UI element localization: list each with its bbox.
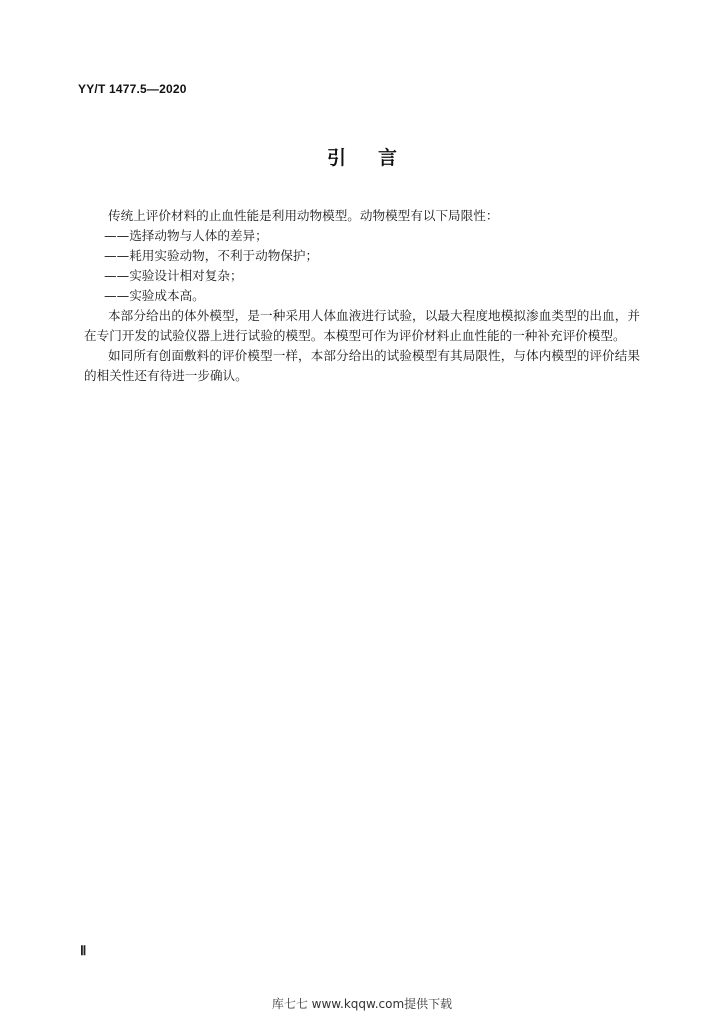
list-item: ——实验成本高。 <box>104 288 205 303</box>
list-item: ——耗用实验动物，不利于动物保护； <box>104 248 319 263</box>
list-item: ——实验设计相对复杂； <box>104 268 243 283</box>
document-body <box>84 206 640 386</box>
list-item: ——选择动物与人体的差异； <box>104 228 268 243</box>
page-number: Ⅱ <box>80 943 87 958</box>
download-watermark: 库七七 www.kqqw.com提供下载 <box>271 997 453 1011</box>
intro-paragraph: 传统上评价材料的止血性能是利用动物模型。动物模型有以下局限性： <box>108 208 499 223</box>
body-paragraph: 本部分给出的体外模型，是一种采用人体血液进行试验，以最大程度地模拟渗血类型的出血，并在专门开发的试验仪器上进行试验的模型。本模型可作为评价材料止血性能的一种补充评价模型。 <box>84 308 640 343</box>
standard-code: YY/T 1477.5—2020 <box>78 82 187 96</box>
body-paragraph: 如同所有创面敷料的评价模型一样，本部分给出的试验模型有其局限性，与体内模型的评价结果的相关性还有待进一步确认。 <box>84 348 640 383</box>
page-title: 引言 <box>326 147 429 169</box>
